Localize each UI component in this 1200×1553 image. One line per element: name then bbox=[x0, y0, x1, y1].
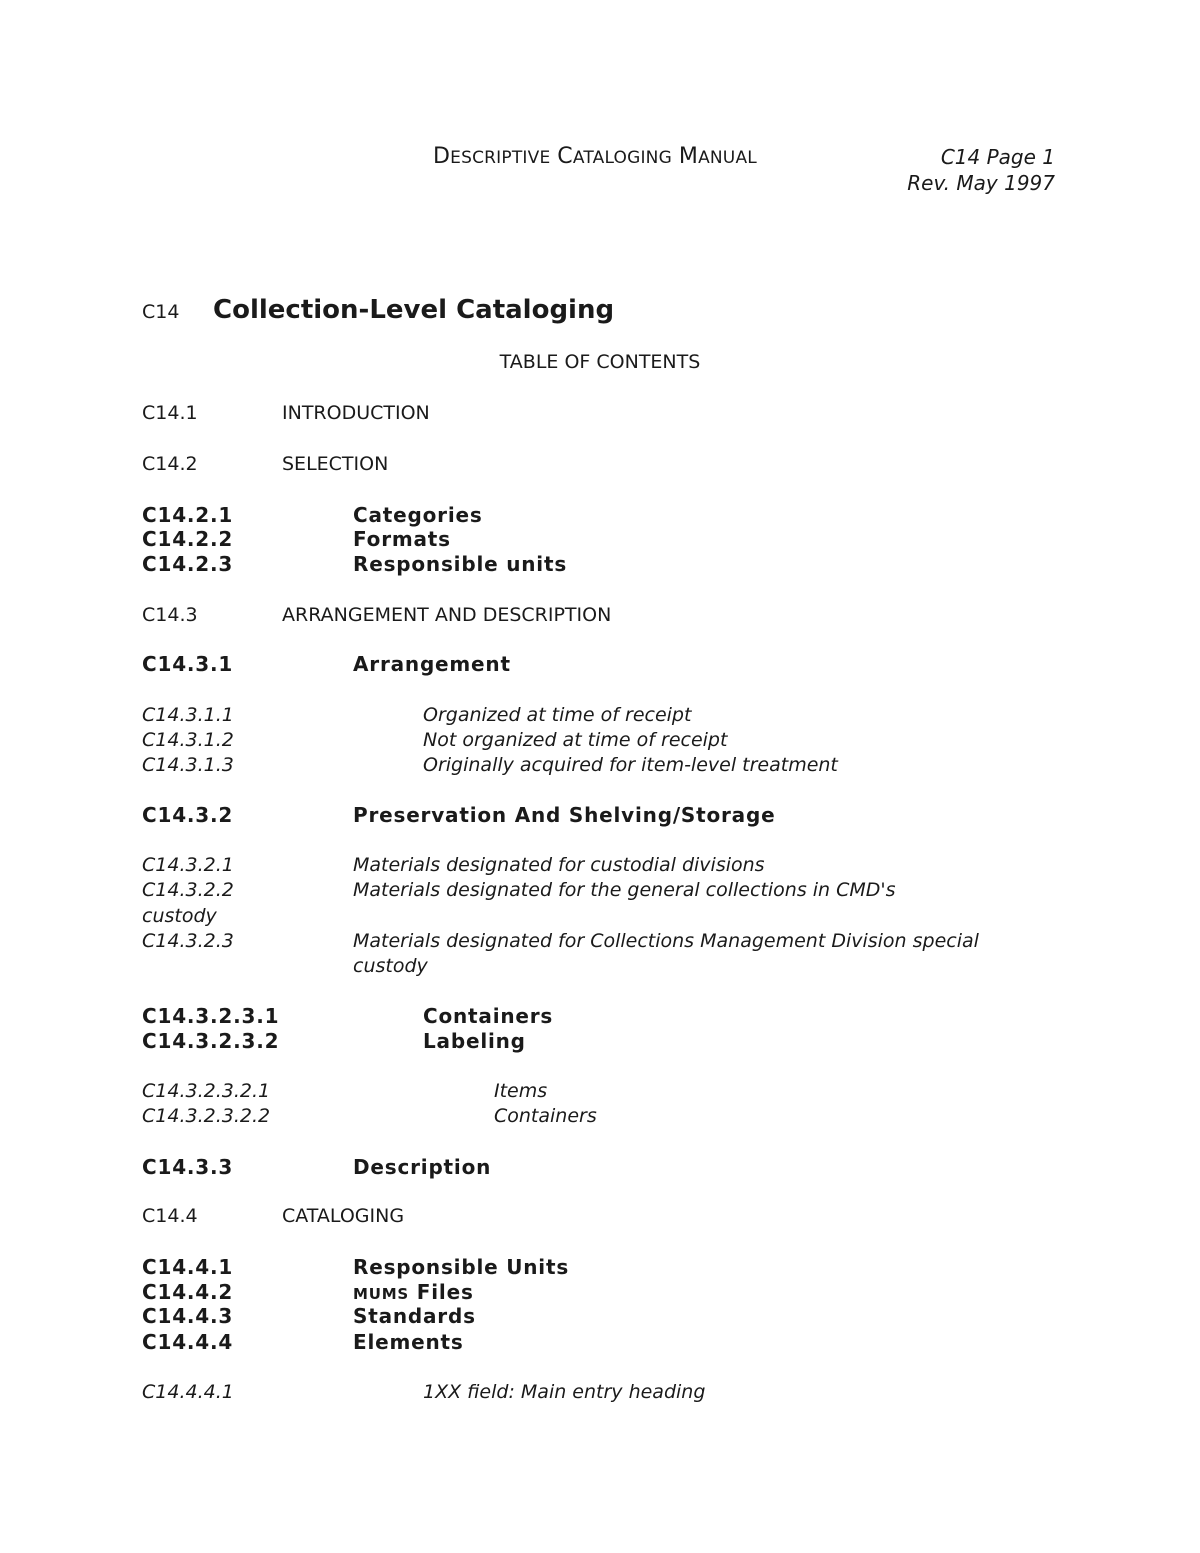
manual-title-cap-2: C bbox=[557, 144, 573, 169]
entry-label-rest: Files bbox=[409, 1280, 474, 1304]
toc-heading: TABLE OF CONTENTS bbox=[499, 351, 701, 373]
entry-label: Formats bbox=[353, 527, 451, 551]
page-number: C14 Page 1 bbox=[940, 145, 1055, 169]
entry-number: C14.4.4 bbox=[142, 1330, 234, 1354]
manual-title-cap-1: D bbox=[433, 144, 451, 169]
entry-label: Items bbox=[494, 1080, 548, 1102]
entry-label: Materials designated for custodial divisions bbox=[353, 854, 765, 876]
entry-label: Organized at time of receipt bbox=[423, 704, 692, 726]
entry-number: C14.3.1 bbox=[142, 652, 234, 676]
entry-label: Materials designated for Collections Management Division special custody bbox=[353, 930, 979, 977]
entry-number: C14.3.2.3.2 bbox=[142, 1029, 280, 1053]
entry-label: Not organized at time of receipt bbox=[423, 729, 728, 751]
revision-date: Rev. May 1997 bbox=[907, 171, 1055, 195]
manual-title-rest-3: ANUAL bbox=[698, 148, 757, 168]
entry-number: C14.4.4.1 bbox=[142, 1381, 234, 1403]
entry-number: C14.3.2.2 bbox=[142, 879, 234, 901]
entry-continuation-text: custody bbox=[142, 905, 217, 927]
entry-label: ARRANGEMENT AND DESCRIPTION bbox=[282, 604, 612, 626]
entry-label: Elements bbox=[353, 1330, 464, 1354]
entry-label: Containers bbox=[494, 1105, 597, 1127]
entry-label: Categories bbox=[353, 503, 483, 527]
entry-label: Preservation And Shelving/Storage bbox=[353, 803, 776, 827]
entry-label: INTRODUCTION bbox=[282, 402, 430, 424]
entry-number: C14.2.3 bbox=[142, 552, 234, 576]
chapter-title: Collection-Level Cataloging bbox=[213, 295, 615, 325]
entry-label: Arrangement bbox=[353, 652, 511, 676]
manual-title bbox=[433, 144, 757, 169]
manual-title-rest-1: ESCRIPTIVE bbox=[450, 148, 551, 168]
entry-label bbox=[353, 1280, 474, 1307]
entry-number: C14.3.2 bbox=[142, 803, 234, 827]
entry-label: Originally acquired for item-level treatment bbox=[423, 754, 838, 776]
entry-number: C14.4.1 bbox=[142, 1255, 234, 1279]
chapter-heading bbox=[142, 295, 614, 325]
entry-number: C14.4.2 bbox=[142, 1280, 234, 1304]
entry-label: Standards bbox=[353, 1304, 476, 1328]
entry-number: C14.1 bbox=[142, 402, 198, 424]
entry-label: SELECTION bbox=[282, 453, 389, 475]
entry-number: C14.3.2.1 bbox=[142, 854, 234, 876]
entry-number: C14.3.2.3.1 bbox=[142, 1004, 280, 1028]
entry-number: C14.3 bbox=[142, 604, 198, 626]
chapter-number: C14 bbox=[142, 301, 180, 323]
entry-number: C14.2.2 bbox=[142, 527, 234, 551]
entry-label: Responsible Units bbox=[353, 1255, 570, 1279]
entry-label: 1XX field: Main entry heading bbox=[423, 1381, 706, 1403]
manual-title-cap-3: M bbox=[678, 144, 699, 169]
entry-number: C14.3.2.3 bbox=[142, 930, 234, 952]
entry-label: Labeling bbox=[423, 1029, 526, 1053]
entry-label: Materials designated for the general collections in CMD's bbox=[353, 879, 896, 901]
entry-number: C14.3.1.2 bbox=[142, 729, 234, 751]
entry-number: C14.3.1.1 bbox=[142, 704, 234, 726]
entry-label: Description bbox=[353, 1155, 492, 1179]
entry-number: C14.4.3 bbox=[142, 1304, 234, 1328]
entry-number: C14.3.1.3 bbox=[142, 754, 234, 776]
entry-label: Containers bbox=[423, 1004, 554, 1028]
entry-label: CATALOGING bbox=[282, 1205, 405, 1227]
entry-number: C14.2.1 bbox=[142, 503, 234, 527]
entry-label: Responsible units bbox=[353, 552, 568, 576]
entry-number: C14.3.2.3.2.2 bbox=[142, 1105, 271, 1127]
entry-number: C14.3.2.3.2.1 bbox=[142, 1080, 271, 1102]
entry-number: C14.3.3 bbox=[142, 1155, 234, 1179]
entry-label-smallcaps: MUMS bbox=[353, 1285, 410, 1303]
entry-number: C14.2 bbox=[142, 453, 198, 475]
entry-number: C14.4 bbox=[142, 1205, 198, 1227]
page-reference bbox=[907, 144, 1055, 196]
manual-title-rest-2: ATALOGING bbox=[572, 148, 672, 168]
